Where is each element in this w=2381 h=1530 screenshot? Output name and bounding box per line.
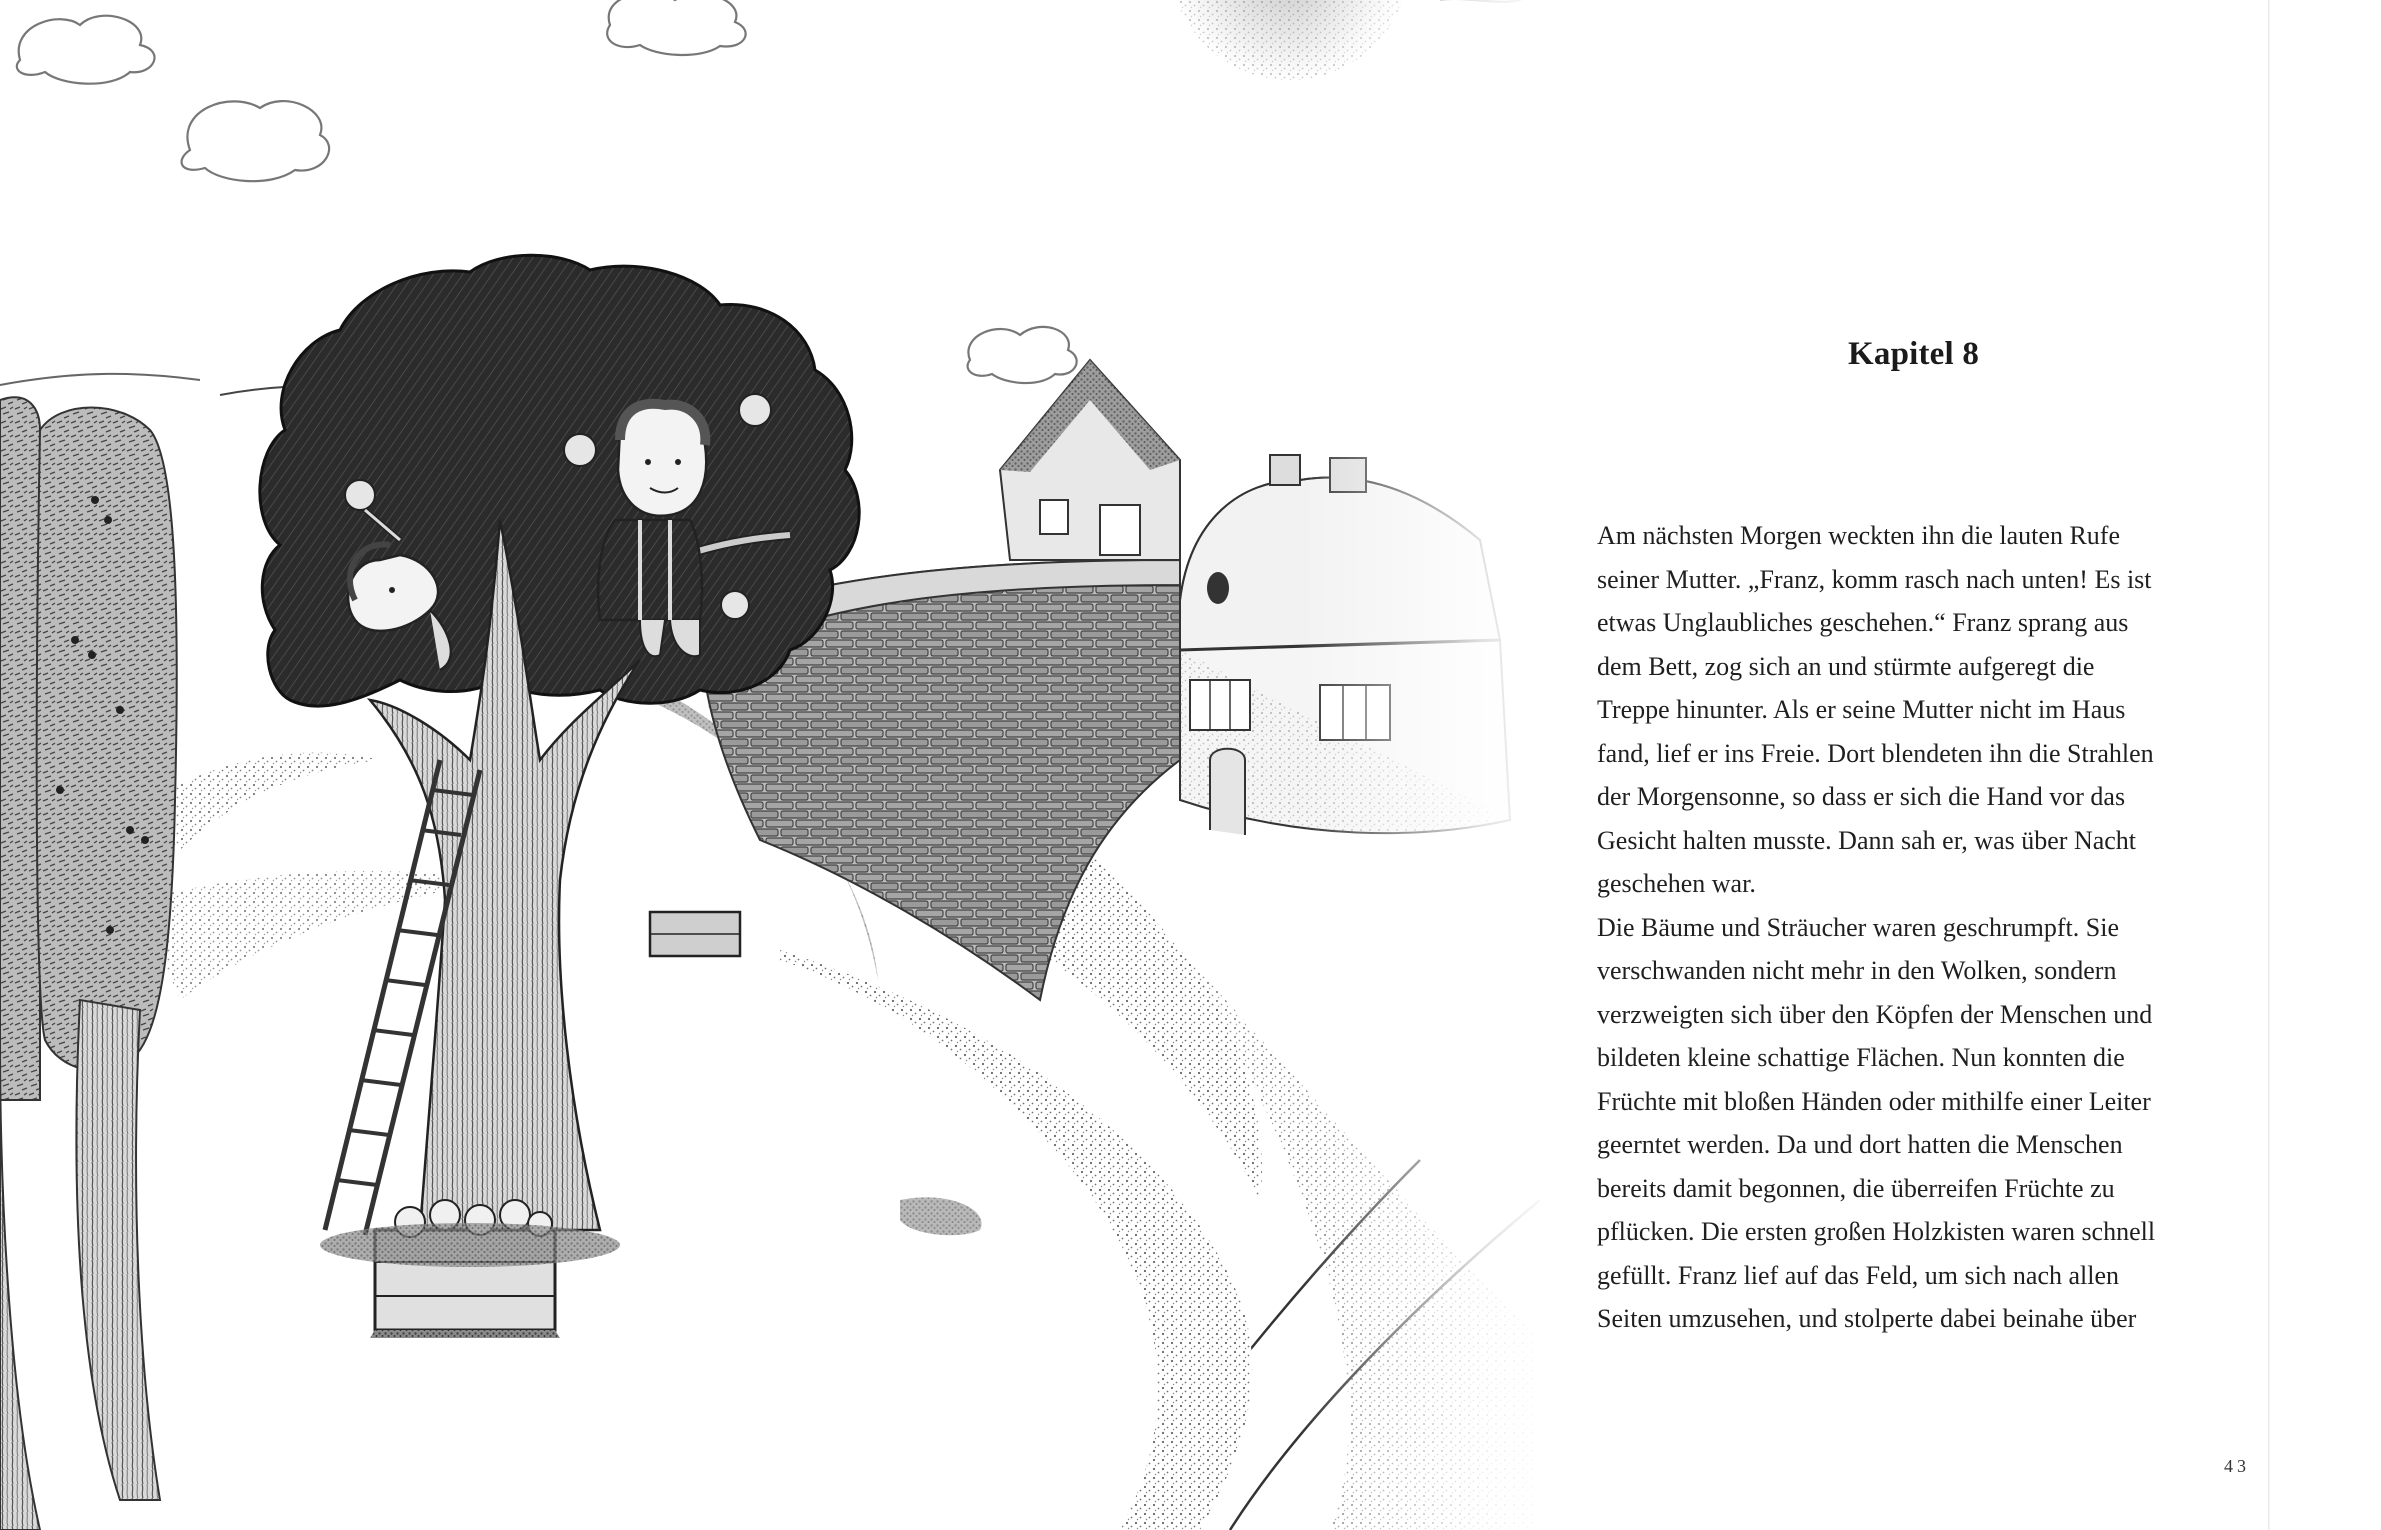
text-line: Früchte mit bloßen Händen oder mithilfe einer Leiter [1597, 1086, 2151, 1116]
text-line: Seiten umzusehen, und stolperte dabei beinahe über [1597, 1304, 2137, 1333]
page-number: 43 [2224, 1456, 2250, 1476]
text-line: bildeten kleine schattige Flächen. Nun konnten die [1597, 1043, 2125, 1072]
text-line: geschehen war. [1597, 869, 1756, 898]
text-line: verschwanden nicht mehr in den Wolken, sondern [1597, 956, 2117, 985]
page-gutter [2268, 0, 2270, 1530]
text-line: der Morgensonne, so dass er sich die Hand vor das [1597, 782, 2126, 811]
text-line: Gesicht halten musste. Dann sah er, was über Nacht [1597, 825, 2137, 855]
text-line: fand, lief er ins Freie. Dort blendeten ihn die Strahlen [1597, 738, 2154, 768]
text-line: etwas Unglaubliches geschehen.“ Franz sprang aus [1597, 608, 2129, 637]
text-line: Am nächsten Morgen weckten ihn die lauten Rufe [1597, 521, 2120, 550]
text-line: verzweigten sich über den Köpfen der Menschen und [1597, 999, 2153, 1029]
text-line: geerntet werden. Da und dort hatten die Menschen [1597, 1130, 2123, 1159]
text-line: pflücken. Die ersten großen Holzkisten waren schnell [1597, 1217, 2156, 1246]
text-line: gefüllt. Franz lief auf das Feld, um sich nach allen [1597, 1260, 2120, 1290]
chapter-title: Kapitel 8 [1848, 336, 1980, 372]
text-line: seiner Mutter. „Franz, komm rasch nach unten! Es ist [1597, 564, 2152, 594]
text-line: Die Bäume und Sträucher waren geschrumpft. Sie [1597, 912, 2120, 942]
text-line: dem Bett, zog sich an und stürmte aufgeregt die [1597, 651, 2095, 681]
text-line: bereits damit begonnen, die überreifen Früchte zu [1597, 1173, 2115, 1203]
small-crate [650, 912, 740, 956]
fruit-crate [370, 1200, 560, 1338]
chapter-body-text [1597, 514, 2247, 1341]
text-line: Treppe hinunter. Als er seine Mutter nicht im Haus [1597, 695, 2126, 724]
